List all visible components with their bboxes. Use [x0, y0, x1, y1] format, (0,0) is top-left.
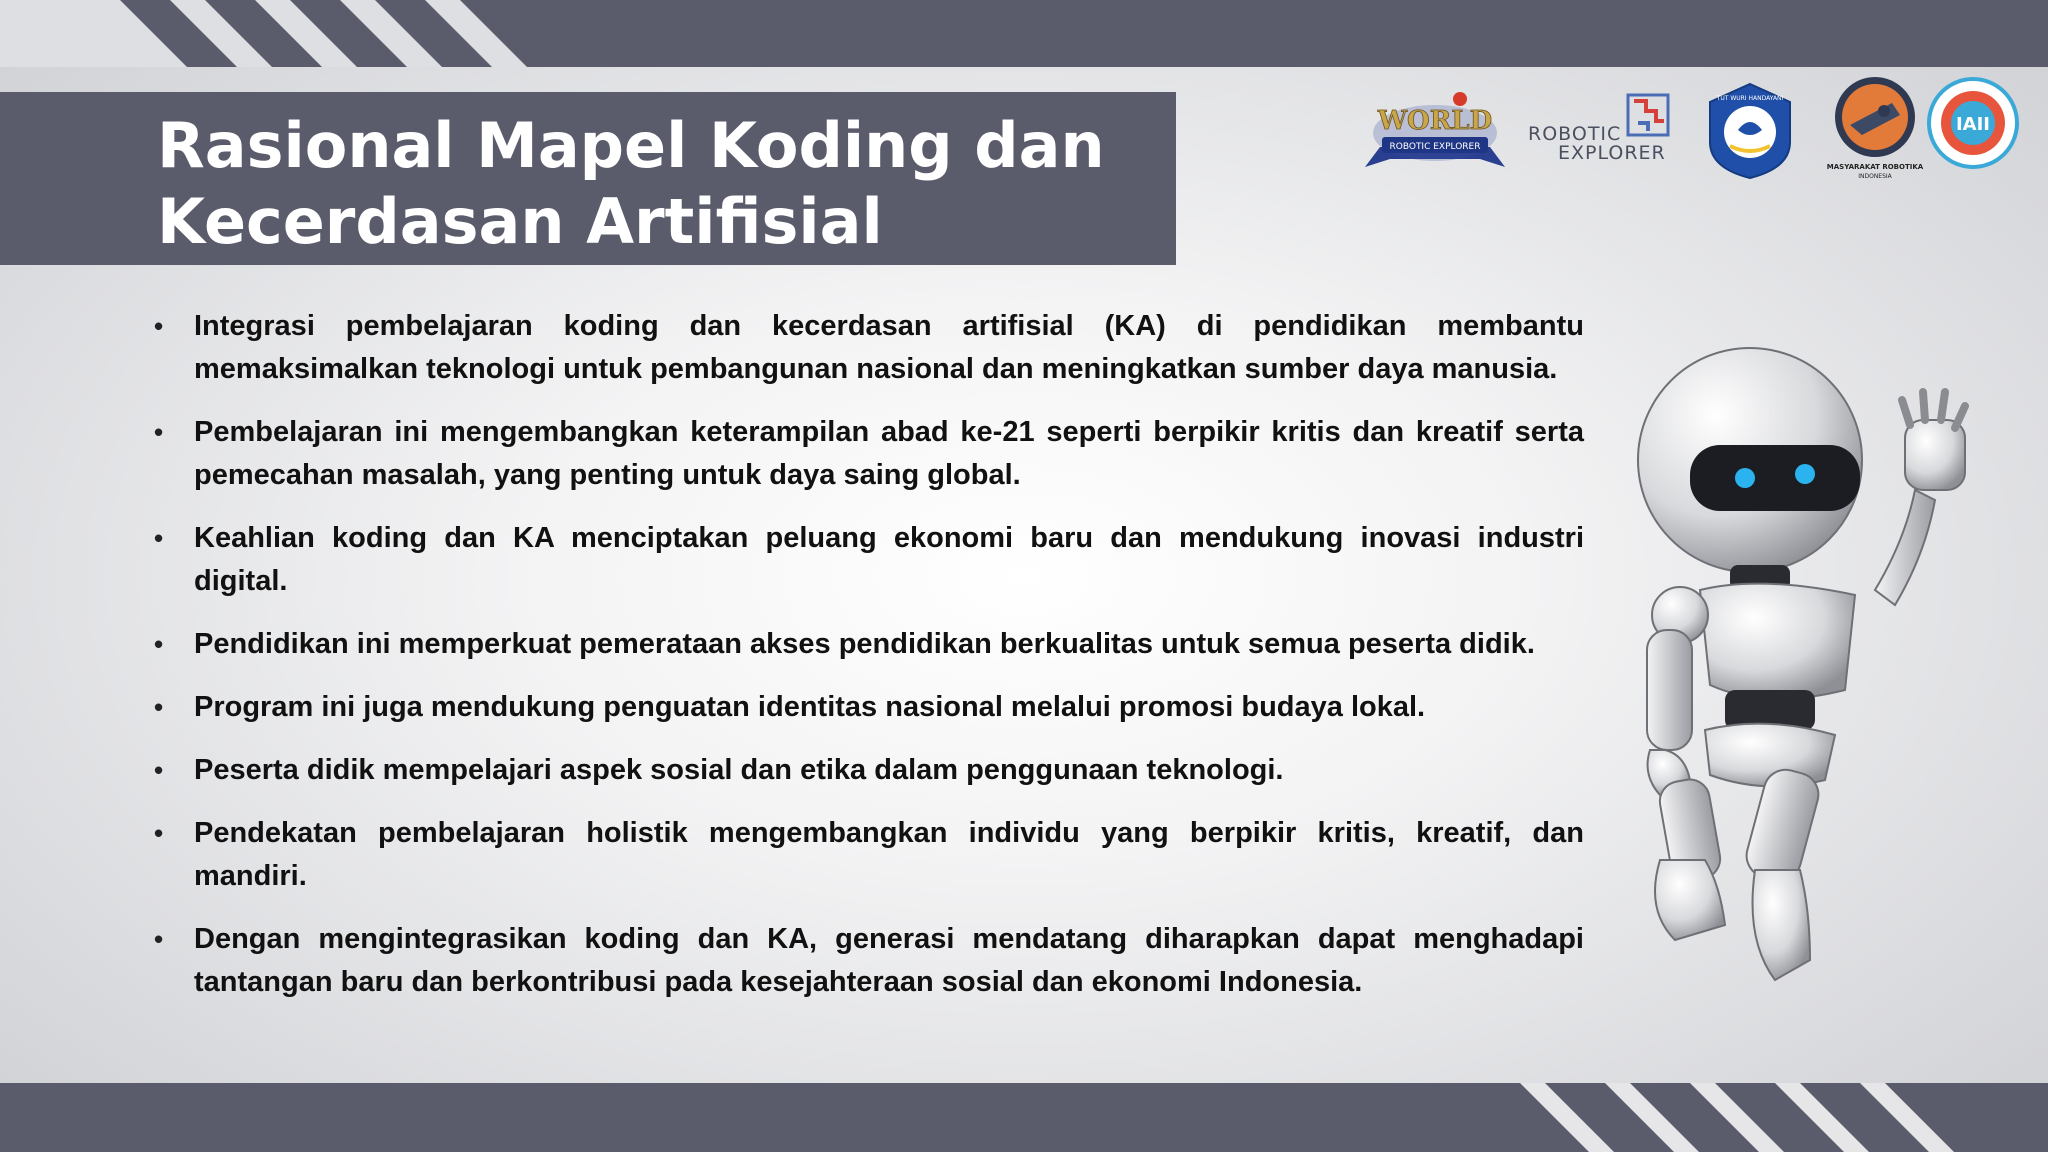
masyarakat-robotika-indonesia-logo — [1822, 75, 1928, 185]
bullet-list — [154, 305, 1584, 1024]
bullet-item: • Program ini juga mendukung penguatan identitas nasional melalui promosi budaya lokal. — [154, 686, 1584, 729]
bullet-item: • Pendekatan pembelajaran holistik mengembangkan individu yang berpikir kritis, kreatif, dan mandiri. — [154, 812, 1584, 898]
bullet-item: • Dengan mengintegrasikan koding dan KA, generasi mendatang diharapkan dapat menghadapi tantangan baru dan berkontribusi pada kesejahteraan sosial dan ekonomi Indonesia. — [154, 918, 1584, 1004]
mri-caption-2: INDONESIA — [1858, 173, 1892, 180]
slide-title: Rasional Mapel Koding dan Kecerdasan Artifisial — [157, 109, 1105, 258]
robotic-explorer-line2: EXPLORER — [1558, 142, 1666, 164]
decorative-stripes-top — [0, 0, 560, 67]
world-robotic-explorer-logo — [1360, 85, 1510, 175]
bullet-item: • Pembelajaran ini mengembangkan keterampilan abad ke-21 seperti berpikir kritis dan kreatif serta pemecahan masalah, yang penting untuk daya saing global. — [154, 411, 1584, 497]
robot-illustration — [1605, 340, 2010, 990]
bullet-item: • Peserta didik mempelajari aspek sosial dan etika dalam penggunaan teknologi. — [154, 749, 1584, 792]
tut-wuri-text: TUT WURI HANDAYANI — [1716, 95, 1784, 102]
iaii-text: IAII — [1955, 114, 1991, 135]
decorative-stripes-bottom — [1500, 1083, 2048, 1152]
bullet-item: • Pendidikan ini memperkuat pemerataan akses pendidikan berkualitas untuk semua peserta didik. — [154, 623, 1584, 666]
world-logo-sub-text: ROBOTIC EXPLORER — [1389, 142, 1481, 152]
iaii-logo — [1926, 75, 2020, 175]
world-logo-main-text: WORLD — [1377, 106, 1493, 136]
top-banner — [0, 0, 2048, 67]
mri-caption-1: MASYARAKAT ROBOTIKA — [1826, 163, 1924, 171]
partner-logos — [1360, 75, 2020, 185]
bullet-item: • Keahlian koding dan KA menciptakan peluang ekonomi baru dan mendukung inovasi industri digital. — [154, 517, 1584, 603]
bottom-banner — [0, 1083, 2048, 1152]
robotic-explorer-line1: ROBOTIC — [1528, 123, 1622, 145]
robotic-explorer-logo — [1528, 93, 1676, 165]
tut-wuri-handayani-logo — [1700, 80, 1800, 180]
bullet-item: • Integrasi pembelajaran koding dan kecerdasan artifisial (KA) di pendidikan membantu memaksimalkan teknologi untuk pembangunan nasional dan meningkatkan sumber daya manusia. — [154, 305, 1584, 391]
